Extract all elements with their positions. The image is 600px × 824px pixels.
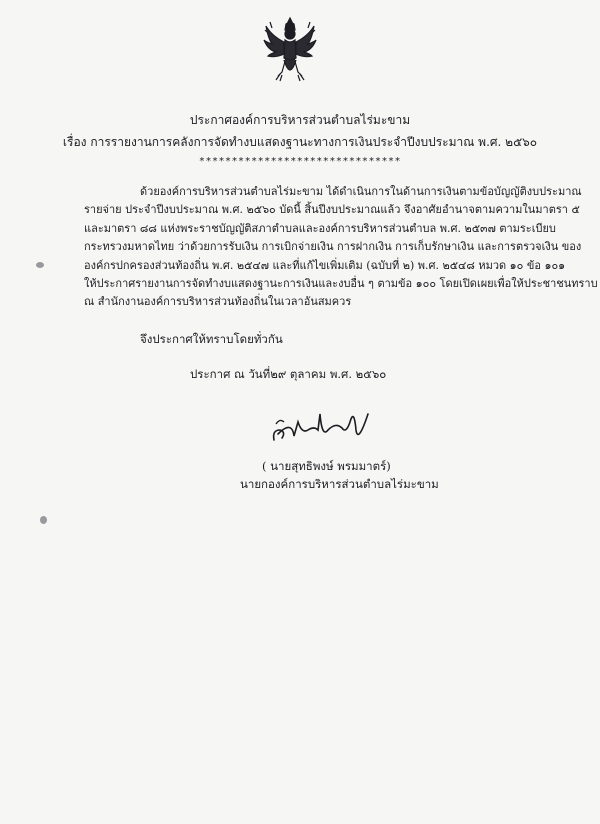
body-line: องค์กรปกครองส่วนท้องถิ่น พ.ศ. ๒๕๔๗ และที่แก้ไขเพิ่มเติม (ฉบับที่ ๒) พ.ศ. ๒๕๔๘ หมวด ๑๐ ข้อ ๑๐๑: [84, 258, 566, 272]
body-line: ด้วยองค์การบริหารส่วนตำบลไร่มะขาม ได้ดำเนินการในด้านการเงินตามข้อบัญญัติงบประมาณ: [140, 185, 582, 198]
body-paragraph: [84, 183, 598, 312]
signatory-position: นายกองค์การบริหารส่วนตำบลไร่มะขาม: [240, 477, 439, 491]
scan-speck: [40, 516, 47, 524]
date-line: ประกาศ ณ วันที่๒๙ ตุลาคม พ.ศ. ๒๕๖๐: [190, 367, 387, 381]
signatory-name: ( นายสุทธิพงษ์ พรมมาตร์): [262, 459, 391, 473]
garuda-emblem-icon: [262, 14, 318, 84]
subject-line: เรื่อง การรายงานการคลังการจัดทำงบแสดงฐานะทางการเงินประจำปีงบประมาณ พ.ศ. ๒๕๖๐: [62, 135, 538, 149]
body-line: ณ สำนักงานองค์การบริหารส่วนท้องถิ่นในเวลาอันสมควร: [84, 295, 352, 309]
body-line: รายจ่าย ประจำปีงบประมาณ พ.ศ. ๒๕๖๐ บัดนี้ สิ้นปีงบประมาณแล้ว จึงอาศัยอำนาจตามความในมาตรา ๕: [84, 203, 580, 217]
announce-text: จึงประกาศให้ทราบโดยทั่วกัน: [140, 332, 283, 346]
body-line: ให้ประกาศรายงานการจัดทำงบแสดงฐานะการเงินและงบอื่น ๆ ตามข้อ ๑๐๐ โดยเปิดเผยเพื่อให้ประชาชนทราบ: [84, 277, 598, 291]
separator-stars: *******************************: [198, 156, 402, 167]
body-line: กระทรวงมหาดไทย ว่าด้วยการรับเงิน การเบิกจ่ายเงิน การฝากเงิน การเก็บรักษาเงิน และการตรวจเงิน ของ: [84, 240, 582, 254]
body-line: และมาตรา ๘๘ แห่งพระราชบัญญัติสภาตำบลและองค์การบริหารส่วนตำบล พ.ศ. ๒๕๓๗ ตามระเบียบ: [84, 221, 556, 235]
scan-speck: [36, 262, 44, 268]
org-title: ประกาศองค์การบริหารส่วนตำบลไร่มะขาม: [189, 113, 411, 127]
signature-icon: [268, 400, 378, 448]
